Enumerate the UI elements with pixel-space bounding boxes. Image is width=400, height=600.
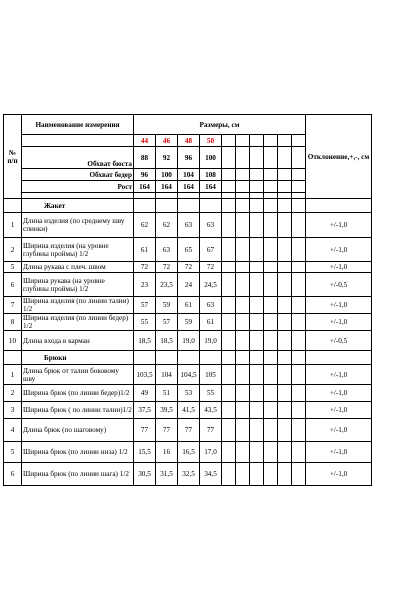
- measure-name: Длина рукава с плеч. швом: [22, 262, 134, 273]
- measure-value: 63: [200, 297, 222, 314]
- row-number: 6: [4, 273, 22, 297]
- name-header: Наименование измерения: [22, 115, 134, 135]
- height-48: 164: [178, 181, 200, 193]
- measure-value: 59: [178, 314, 200, 331]
- measure-value: 77: [200, 419, 222, 442]
- tolerance-value: +/-0,5: [306, 331, 372, 351]
- sizes-header: Размеры, см: [134, 115, 306, 135]
- measure-value: 105: [200, 365, 222, 385]
- measure-row: [4, 238, 372, 262]
- measure-name: Ширина брюк (по линии низа) 1/2: [22, 442, 134, 463]
- measure-value: 18,5: [134, 331, 156, 351]
- tolerance-value: +/-1,0: [306, 385, 372, 402]
- row-number: 2: [4, 385, 22, 402]
- measure-value: 30,5: [134, 463, 156, 486]
- measure-value: 16,5: [178, 442, 200, 463]
- tolerance-value: +/-1,0: [306, 419, 372, 442]
- bust-50: 100: [200, 147, 222, 169]
- measure-row: [4, 402, 372, 419]
- measure-row: [4, 442, 372, 463]
- tolerance-value: +/-1,0: [306, 213, 372, 238]
- size-44: 44: [134, 135, 156, 147]
- measure-value: 15,5: [134, 442, 156, 463]
- section-header-row: [4, 351, 372, 365]
- header-row: [4, 115, 372, 135]
- measure-value: 63: [156, 238, 178, 262]
- body-label-bust: Обхват бюста: [22, 147, 134, 169]
- measure-row: [4, 273, 372, 297]
- measure-value: 37,5: [134, 402, 156, 419]
- tolerance-value: +/-0,5: [306, 273, 372, 297]
- height-46: 164: [156, 181, 178, 193]
- measure-value: 63: [178, 213, 200, 238]
- measure-name: Ширина брюк (по линии шага) 1/2: [22, 463, 134, 486]
- bust-46: 92: [156, 147, 178, 169]
- sizes-row-label: [22, 135, 134, 147]
- measure-value: 104: [156, 365, 178, 385]
- measure-value: 59: [156, 297, 178, 314]
- row-number: 8: [4, 314, 22, 331]
- row-number: 3: [4, 402, 22, 419]
- measure-value: 77: [134, 419, 156, 442]
- measure-value: 57: [156, 314, 178, 331]
- measure-value: 61: [178, 297, 200, 314]
- row-number: 2: [4, 238, 22, 262]
- measure-row: [4, 262, 372, 273]
- measure-value: 62: [156, 213, 178, 238]
- row-number: 6: [4, 463, 22, 486]
- section-header-row: [4, 199, 372, 213]
- measure-value: 43,5: [200, 402, 222, 419]
- measure-value: 55: [134, 314, 156, 331]
- measurement-sheet: [3, 114, 372, 486]
- hips-44: 96: [134, 169, 156, 181]
- measure-value: 63: [200, 213, 222, 238]
- measure-name: Длина брюк (по шаговому): [22, 419, 134, 442]
- measure-value: 103,5: [134, 365, 156, 385]
- measure-row: [4, 365, 372, 385]
- measure-value: 72: [200, 262, 222, 273]
- body-label-hips: Обхват бедер: [22, 169, 134, 181]
- size-48: 48: [178, 135, 200, 147]
- hips-48: 104: [178, 169, 200, 181]
- measure-value: 51: [156, 385, 178, 402]
- tolerance-value: +/-1,0: [306, 463, 372, 486]
- measure-name: Ширина изделия (на уровне глубины проймы) 1/2: [22, 238, 134, 262]
- measure-name: Ширина изделия (по линии талии) 1/2: [22, 297, 134, 314]
- section-title: Брюки: [22, 351, 134, 365]
- measure-value: 104,5: [178, 365, 200, 385]
- measure-row: [4, 463, 372, 486]
- measure-value: 61: [200, 314, 222, 331]
- section-title: Жакет: [22, 199, 134, 213]
- measure-name: Ширина рукава (на уровне глубины проймы) 1/2: [22, 273, 134, 297]
- size-50: 50: [200, 135, 222, 147]
- tolerance-value: +/-1,0: [306, 442, 372, 463]
- measure-value: 55: [200, 385, 222, 402]
- measure-value: 23: [134, 273, 156, 297]
- measurement-table: [3, 114, 372, 486]
- tolerance-value: +/-1,0: [306, 402, 372, 419]
- hips-50: 108: [200, 169, 222, 181]
- measure-value: 19,0: [178, 331, 200, 351]
- measure-row: [4, 331, 372, 351]
- measure-name: Длина входа в карман: [22, 331, 134, 351]
- row-number: 5: [4, 442, 22, 463]
- measure-value: 24,5: [200, 273, 222, 297]
- height-44: 164: [134, 181, 156, 193]
- hips-46: 100: [156, 169, 178, 181]
- measure-value: 62: [134, 213, 156, 238]
- measure-value: 72: [178, 262, 200, 273]
- tolerance-value: +/-1,0: [306, 297, 372, 314]
- measure-value: 16: [156, 442, 178, 463]
- bust-48: 96: [178, 147, 200, 169]
- body-label-height: Рост: [22, 181, 134, 193]
- measure-value: 23,5: [156, 273, 178, 297]
- measure-row: [4, 385, 372, 402]
- measure-value: 34,5: [200, 463, 222, 486]
- size-46: 46: [156, 135, 178, 147]
- tolerance-value: +/-1,0: [306, 262, 372, 273]
- tolerance-header: Отклонение,+,-, см: [306, 115, 372, 199]
- row-number: 4: [4, 419, 22, 442]
- measure-value: 39,5: [156, 402, 178, 419]
- bust-44: 88: [134, 147, 156, 169]
- measure-name: Ширина брюк ( по линии талии)1/2: [22, 402, 134, 419]
- measure-value: 77: [178, 419, 200, 442]
- row-number: 10: [4, 331, 22, 351]
- measure-value: 72: [156, 262, 178, 273]
- measure-value: 18,5: [156, 331, 178, 351]
- measure-value: 17,0: [200, 442, 222, 463]
- measure-row: [4, 213, 372, 238]
- measure-value: 77: [156, 419, 178, 442]
- measure-value: 19,0: [200, 331, 222, 351]
- measure-value: 31,5: [156, 463, 178, 486]
- measure-value: 32,5: [178, 463, 200, 486]
- measure-name: Ширина изделия (по линии бедер) 1/2: [22, 314, 134, 331]
- measure-value: 41,5: [178, 402, 200, 419]
- measure-value: 49: [134, 385, 156, 402]
- row-number: 1: [4, 365, 22, 385]
- tolerance-value: +/-1,0: [306, 365, 372, 385]
- row-number: 7: [4, 297, 22, 314]
- measure-name: Ширина брюк (по линии бедер)1/2: [22, 385, 134, 402]
- row-number: 5: [4, 262, 22, 273]
- measure-row: [4, 297, 372, 314]
- height-50: 164: [200, 181, 222, 193]
- num-header: № п/п: [4, 115, 22, 199]
- measure-value: 72: [134, 262, 156, 273]
- row-number: 1: [4, 213, 22, 238]
- measure-name: Длина изделия (по среднему шву спинки): [22, 213, 134, 238]
- measure-row: [4, 419, 372, 442]
- tolerance-value: +/-1,0: [306, 238, 372, 262]
- measure-value: 57: [134, 297, 156, 314]
- measure-value: 53: [178, 385, 200, 402]
- measure-value: 65: [178, 238, 200, 262]
- measure-value: 24: [178, 273, 200, 297]
- measure-row: [4, 314, 372, 331]
- measure-value: 61: [134, 238, 156, 262]
- measure-value: 67: [200, 238, 222, 262]
- measure-name: Длина брюк от талии боковому шву: [22, 365, 134, 385]
- tolerance-value: +/-1,0: [306, 314, 372, 331]
